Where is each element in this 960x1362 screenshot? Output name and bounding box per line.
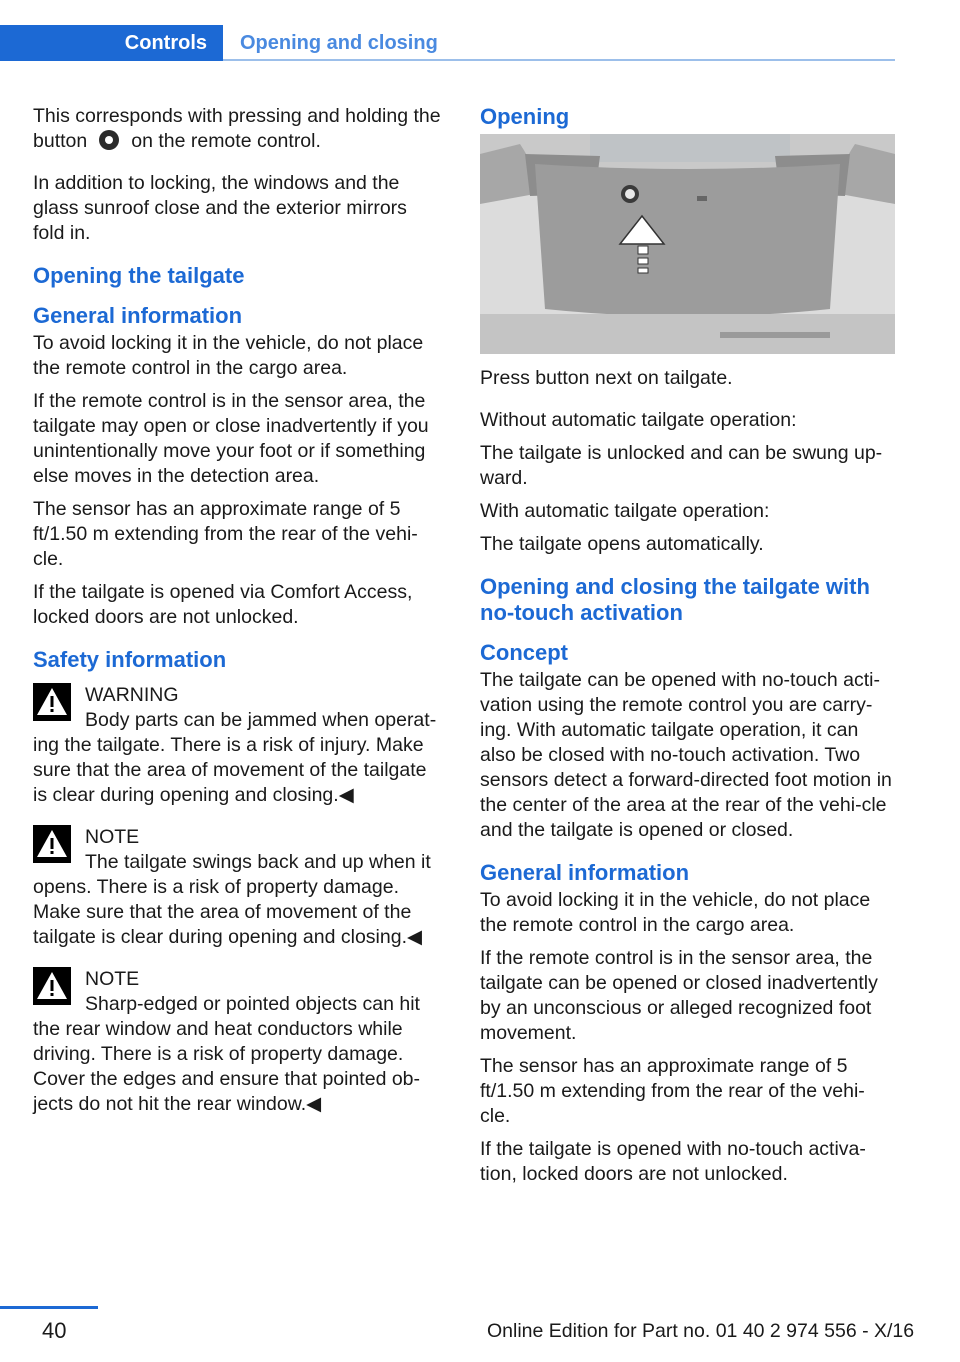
note-text: Sharp-edged or pointed objects can hit the rear window and heat conductors while driving. There is a risk of property damage. Cover the edges and ensure that pointed ob‐jects do not hit the rear window.◀ — [33, 993, 421, 1115]
warning-text: Body parts can be jammed when operat‐ing the tailgate. There is a risk of injury. Make sure that the area of movement of the tailgate is clear during opening and closing.◀ — [33, 709, 437, 806]
paragraph: Press button next on tailgate. — [480, 367, 733, 389]
heading-general-information: General information — [480, 860, 690, 885]
heading-concept: Concept — [480, 640, 568, 665]
paragraph — [33, 104, 443, 154]
warning-block — [33, 683, 443, 808]
heading-general-information: General information — [33, 303, 243, 328]
paragraph: The tailgate can be opened with no-touch acti‐vation using the remote control you are carry‐ing. With automatic tailgate operation, it can also be closed with no-touch activation. Two sensors detect a forward-directed foot motion in the center of the area at the rear of the vehi‐cle and the tailgate is opened or closed. — [480, 669, 892, 841]
footer-rule — [0, 1306, 98, 1309]
header-rule — [223, 59, 895, 61]
paragraph: With automatic tailgate operation: — [480, 500, 770, 522]
heading-no-touch-activation: Opening and closing the tailgate with no-touch activation — [480, 574, 870, 625]
text: This corresponds with pressing and holding the button — [33, 105, 441, 152]
subsection-tab: Opening and closing — [240, 32, 438, 54]
paragraph: In addition to locking, the windows and the glass sunroof close and the exterior mirrors fold in. — [33, 172, 407, 244]
note-block — [33, 967, 443, 1117]
left-column — [33, 104, 443, 1134]
paragraph: If the remote control is in the sensor area, the tailgate may open or close inadvertently if you unintentionally move your foot or if something else moves in the detection area. — [33, 390, 429, 487]
edition-text: Online Edition for Part no. 01 40 2 974 556 - X/16 — [487, 1320, 915, 1342]
paragraph: To avoid locking it in the vehicle, do not place the remote control in the cargo area. — [480, 889, 871, 936]
note-text: The tailgate swings back and up when it opens. There is a risk of property damage. Make sure that the area of movement of the tailgate is clear during opening and closing.◀ — [33, 851, 431, 948]
tailgate-illustration — [480, 134, 895, 354]
heading-opening-tailgate: Opening the tailgate — [33, 263, 245, 288]
paragraph: The tailgate opens automatically. — [480, 533, 764, 555]
heading-safety-information: Safety information — [33, 647, 227, 672]
text: on the remote control. — [131, 130, 321, 152]
warning-label: WARNING — [85, 684, 179, 706]
warning-triangle-icon — [33, 967, 71, 1005]
page-header — [0, 0, 960, 62]
heading-opening: Opening — [480, 104, 570, 129]
note-label: NOTE — [85, 968, 140, 990]
paragraph: If the remote control is in the sensor area, the tailgate can be opened or closed inadvertently by an unconscious or alleged recognized foot movement. — [480, 947, 878, 1044]
paragraph: The sensor has an approximate range of 5 ft/1.50 m extending from the rear of the vehi‐cle. — [33, 498, 418, 570]
note-block — [33, 825, 443, 950]
paragraph: If the tailgate is opened with no-touch activa‐tion, locked doors are not unlocked. — [480, 1138, 866, 1185]
paragraph: The tailgate is unlocked and can be swung up‐ward. — [480, 442, 883, 489]
paragraph: The sensor has an approximate range of 5 ft/1.50 m extending from the rear of the vehi‐cle. — [480, 1055, 865, 1127]
note-label: NOTE — [85, 826, 140, 848]
page-number: 40 — [42, 1318, 67, 1343]
paragraph: To avoid locking it in the vehicle, do not place the remote control in the cargo area. — [33, 332, 424, 379]
warning-triangle-icon — [33, 683, 71, 721]
right-column — [480, 104, 895, 1195]
tailgate-image — [480, 134, 895, 354]
section-tab: Controls — [0, 25, 223, 61]
remote-tailgate-button-icon — [99, 130, 119, 150]
paragraph: Without automatic tailgate operation: — [480, 409, 797, 431]
warning-triangle-icon — [33, 825, 71, 863]
paragraph: If the tailgate is opened via Comfort Access, locked doors are not unlocked. — [33, 581, 413, 628]
